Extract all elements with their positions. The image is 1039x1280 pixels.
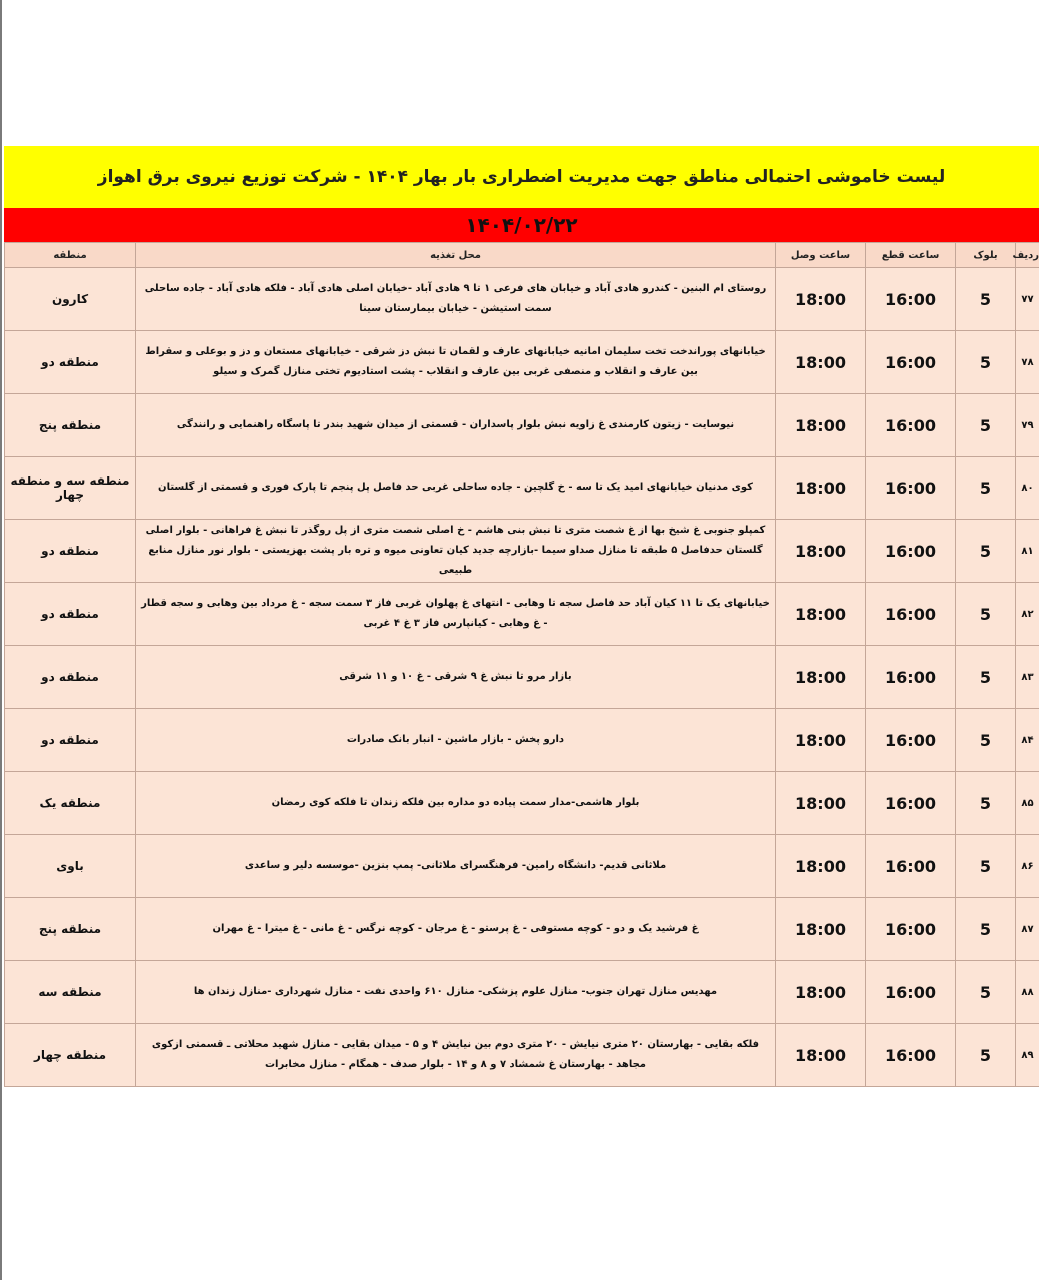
connect-time: 18:00: [776, 457, 866, 520]
row-number: ۸۹: [1016, 1024, 1039, 1087]
feeding-location: بازار مرو تا نبش غ ۹ شرقی - غ ۱۰ و ۱۱ شرقی: [136, 646, 776, 709]
row-number: ۸۷: [1016, 898, 1039, 961]
cut-time: 16:00: [866, 772, 956, 835]
table-row: [5, 583, 1039, 646]
connect-time: 18:00: [776, 646, 866, 709]
row-number: ۸۶: [1016, 835, 1039, 898]
block-number: 5: [956, 583, 1016, 646]
connect-time: 18:00: [776, 1024, 866, 1087]
feeding-location: روستای ام البنین - کندرو هادی آباد و خیابان های فرعی ۱ تا ۹ هادی آباد -خیابان اصلی هادی آباد - فلکه هادی آباد - جاده ساحلی سمت استیشن - خیابان بیمارستان سینا: [136, 268, 776, 331]
block-number: 5: [956, 646, 1016, 709]
connect-time: 18:00: [776, 520, 866, 583]
block-number: 5: [956, 772, 1016, 835]
region: منطقه یک: [5, 772, 136, 835]
connect-time: 18:00: [776, 898, 866, 961]
feeding-location: خیابانهای پوراندخت تخت سلیمان امانیه خیابانهای عارف و لقمان تا نبش دز شرقی - خیابانهای مستعان و دز و بوعلی و سقراط بین عارف و انقلاب و منصفی غربی بین عارف و انقلاب - پشت استادیوم تختی منازل گمرک و سیلو: [136, 331, 776, 394]
table-row: [5, 331, 1039, 394]
cut-time: 16:00: [866, 1024, 956, 1087]
cut-time: 16:00: [866, 646, 956, 709]
connect-time: 18:00: [776, 961, 866, 1024]
region: منطقه پنج: [5, 394, 136, 457]
connect-time: 18:00: [776, 394, 866, 457]
region: منطقه دو: [5, 646, 136, 709]
sheet-title: لیست خاموشی احتمالی مناطق جهت مدیریت اضطراری بار بهار ۱۴۰۴ - شرکت توزیع نیروی برق اهواز: [4, 146, 1039, 208]
block-number: 5: [956, 394, 1016, 457]
table-row: [5, 646, 1039, 709]
block-number: 5: [956, 457, 1016, 520]
table-row: [5, 961, 1039, 1024]
table-row: [5, 835, 1039, 898]
row-number: ۷۹: [1016, 394, 1039, 457]
row-number: ۸۳: [1016, 646, 1039, 709]
cut-time: 16:00: [866, 898, 956, 961]
block-number: 5: [956, 898, 1016, 961]
header-block: بلوک: [956, 243, 1016, 268]
region: منطقه سه و منطقه چهار: [5, 457, 136, 520]
block-number: 5: [956, 835, 1016, 898]
row-number: ۸۸: [1016, 961, 1039, 1024]
block-number: 5: [956, 331, 1016, 394]
header-connect-time: ساعت وصل: [776, 243, 866, 268]
connect-time: 18:00: [776, 709, 866, 772]
row-number: ۷۷: [1016, 268, 1039, 331]
feeding-location: کوی مدنیان خیابانهای امید یک تا سه - خ گلچین - جاده ساحلی غربی حد فاصل پل پنجم تا پارک فوری و قسمتی از گلستان: [136, 457, 776, 520]
region: منطقه پنج: [5, 898, 136, 961]
table-row: [5, 1024, 1039, 1087]
feeding-location: بلوار هاشمی-مدار سمت پیاده دو مداره بین فلکه زندان تا فلکه کوی رمضان: [136, 772, 776, 835]
feeding-location: خیابانهای یک تا ۱۱ کیان آباد حد فاصل سجه تا وهابی - انتهای غ پهلوان غربی فاز ۳ سمت سجه - غ مرداد بین وهابی و سجه قطار - غ وهابی - کیانپارس فاز ۳ غ ۴ غربی: [136, 583, 776, 646]
cut-time: 16:00: [866, 961, 956, 1024]
table-row: [5, 457, 1039, 520]
sheet-date: ۱۴۰۴/۰۲/۲۲: [4, 208, 1039, 242]
cut-time: 16:00: [866, 583, 956, 646]
feeding-location: فلکه بقایی - بهارستان ۲۰ متری نیایش - ۲۰ متری دوم بین نیایش ۴ و ۵ - میدان بقایی - منازل شهید محلاتی ـ قسمتی ازکوی مجاهد - بهارستان غ شمشاد ۷ و ۸ و ۱۴ - بلوار صدف - همگام - منازل مخابرات: [136, 1024, 776, 1087]
feeding-location: مهدیس منازل تهران جنوب- منازل علوم پزشکی- منازل ۶۱۰ واحدی نفت - منازل شهرداری -منازل زندان ها: [136, 961, 776, 1024]
feeding-location: ملاثانی قدیم- دانشگاه رامین- فرهنگسرای ملاثانی- پمپ بنزین -موسسه دلیر و ساعدی: [136, 835, 776, 898]
region: منطقه دو: [5, 583, 136, 646]
row-number: ۸۱: [1016, 520, 1039, 583]
table-row: [5, 772, 1039, 835]
cut-time: 16:00: [866, 520, 956, 583]
outage-sheet: [4, 146, 1039, 1087]
feeding-location: دارو پخش - بازار ماشین - انبار بانک صادرات: [136, 709, 776, 772]
row-number: ۸۰: [1016, 457, 1039, 520]
region: منطقه سه: [5, 961, 136, 1024]
table-row: [5, 709, 1039, 772]
table-row: [5, 394, 1039, 457]
row-number: ۸۵: [1016, 772, 1039, 835]
cut-time: 16:00: [866, 457, 956, 520]
feeding-location: نیوسایت - زیتون کارمندی غ زاویه نبش بلوار پاسداران - قسمتی از میدان شهید بندر تا پاسگاه راهنمایی و رانندگی: [136, 394, 776, 457]
block-number: 5: [956, 1024, 1016, 1087]
table-row: [5, 898, 1039, 961]
row-number: ۷۸: [1016, 331, 1039, 394]
region: باوی: [5, 835, 136, 898]
feeding-location: کمپلو جنوبی غ شیخ بها از غ شصت متری تا نبش بنی هاشم - خ اصلی شصت متری از پل روگذر تا نبش غ فراهانی - بلوار اصلی گلستان حدفاصل ۵ طبقه تا منازل صداو سیما -بازارچه جدید کیان تعاونی میوه و تره بار پشت بهزیستی - بلوار نور منازل منابع طبیعی: [136, 520, 776, 583]
screen-edge: [0, 0, 2, 1280]
cut-time: 16:00: [866, 835, 956, 898]
connect-time: 18:00: [776, 835, 866, 898]
region: منطقه دو: [5, 709, 136, 772]
connect-time: 18:00: [776, 331, 866, 394]
block-number: 5: [956, 709, 1016, 772]
table-row: [5, 268, 1039, 331]
outage-table: [4, 242, 1039, 1087]
connect-time: 18:00: [776, 583, 866, 646]
row-number: ۸۲: [1016, 583, 1039, 646]
block-number: 5: [956, 961, 1016, 1024]
cut-time: 16:00: [866, 331, 956, 394]
table-row: [5, 520, 1039, 583]
cut-time: 16:00: [866, 394, 956, 457]
block-number: 5: [956, 268, 1016, 331]
connect-time: 18:00: [776, 772, 866, 835]
region: منطقه چهار: [5, 1024, 136, 1087]
header-location: محل تغذیه: [136, 243, 776, 268]
table-header: [5, 243, 1039, 268]
header-region: منطقه: [5, 243, 136, 268]
region: کارون: [5, 268, 136, 331]
block-number: 5: [956, 520, 1016, 583]
header-row-number: ردیف: [1016, 243, 1039, 268]
region: منطقه دو: [5, 520, 136, 583]
region: منطقه دو: [5, 331, 136, 394]
cut-time: 16:00: [866, 709, 956, 772]
header-cut-time: ساعت قطع: [866, 243, 956, 268]
cut-time: 16:00: [866, 268, 956, 331]
feeding-location: غ فرشید یک و دو - کوچه مستوفی - غ پرستو - غ مرجان - کوچه نرگس - غ مانی - غ میترا - غ مهران: [136, 898, 776, 961]
connect-time: 18:00: [776, 268, 866, 331]
row-number: ۸۴: [1016, 709, 1039, 772]
